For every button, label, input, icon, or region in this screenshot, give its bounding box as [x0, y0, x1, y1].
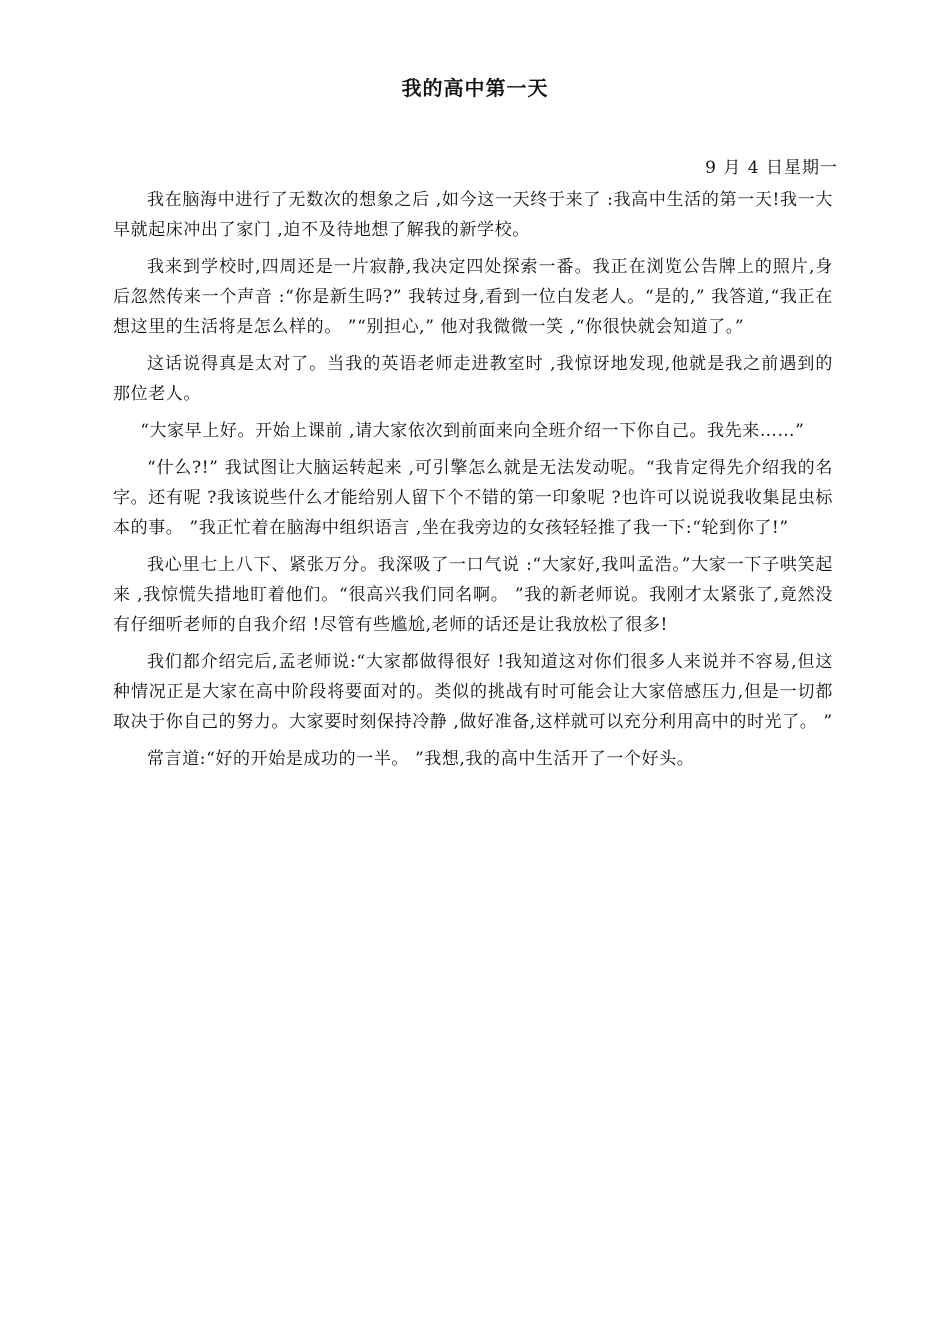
- paragraph: 我们都介绍完后,孟老师说:“大家都做得很好 !我知道这对你们很多人来说并不容易,但这种情况正是大家在高中阶段将要面对的。类似的挑战有时可能会让大家倍感压力,但是一切都取决于你自己的努力。大家要时刻保持冷静 ,做好准备,这样就可以充分利用高中的时光了。 ”: [113, 652, 833, 732]
- paragraph: “大家早上好。开始上课前 ,请大家依次到前面来向全班介绍一下你自己。我先来……”: [140, 421, 805, 441]
- paragraph: “什么?!” 我试图让大脑运转起来 ,可引擎怎么就是无法发动呢。“我肯定得先介绍我的名字。还有呢 ?我该说些什么才能给别人留下个不错的第一印象呢 ?也许可以说说我收集昆虫标本的事。 ”我正忙着在脑海中组织语言 ,坐在我旁边的女孩轻轻推了我一下:“轮到你了!”: [113, 458, 833, 538]
- paragraph: 我心里七上八下、紧张万分。我深吸了一口气说 :“大家好,我叫孟浩。”大家一下子哄笑起来 ,我惊慌失措地盯着他们。“很高兴我们同名啊。 ”我的新老师说。我刚才太紧张了,竟然没有仔细听老师的自我介绍 !尽管有些尴尬,老师的话还是让我放松了很多!: [113, 555, 833, 635]
- paragraph: 常言道:“好的开始是成功的一半。 ”我想,我的高中生活开了一个好头。: [147, 749, 695, 769]
- paragraph: 我来到学校时,四周还是一片寂静,我决定四处探索一番。我正在浏览公告牌上的照片,身后忽然传来一个声音 :“你是新生吗?” 我转过身,看到一位白发老人。“是的,” 我答道,“我正在想这里的生活将是怎么样的。 ”“别担心,” 他对我微微一笑 ,“你很快就会知道了。”: [113, 257, 833, 337]
- document-date: 9 月 4 日星期一: [705, 158, 838, 178]
- paragraph: 我在脑海中进行了无数次的想象之后 ,如今这一天终于来了 :我高中生活的第一天!我一大早就起床冲出了家门 ,迫不及待地想了解我的新学校。: [113, 190, 833, 240]
- document-body: [113, 185, 833, 781]
- paragraph: 这话说得真是太对了。当我的英语老师走进教室时 ,我惊讶地发现,他就是我之前遇到的那位老人。: [113, 354, 833, 404]
- document-title: 我的高中第一天: [401, 76, 549, 100]
